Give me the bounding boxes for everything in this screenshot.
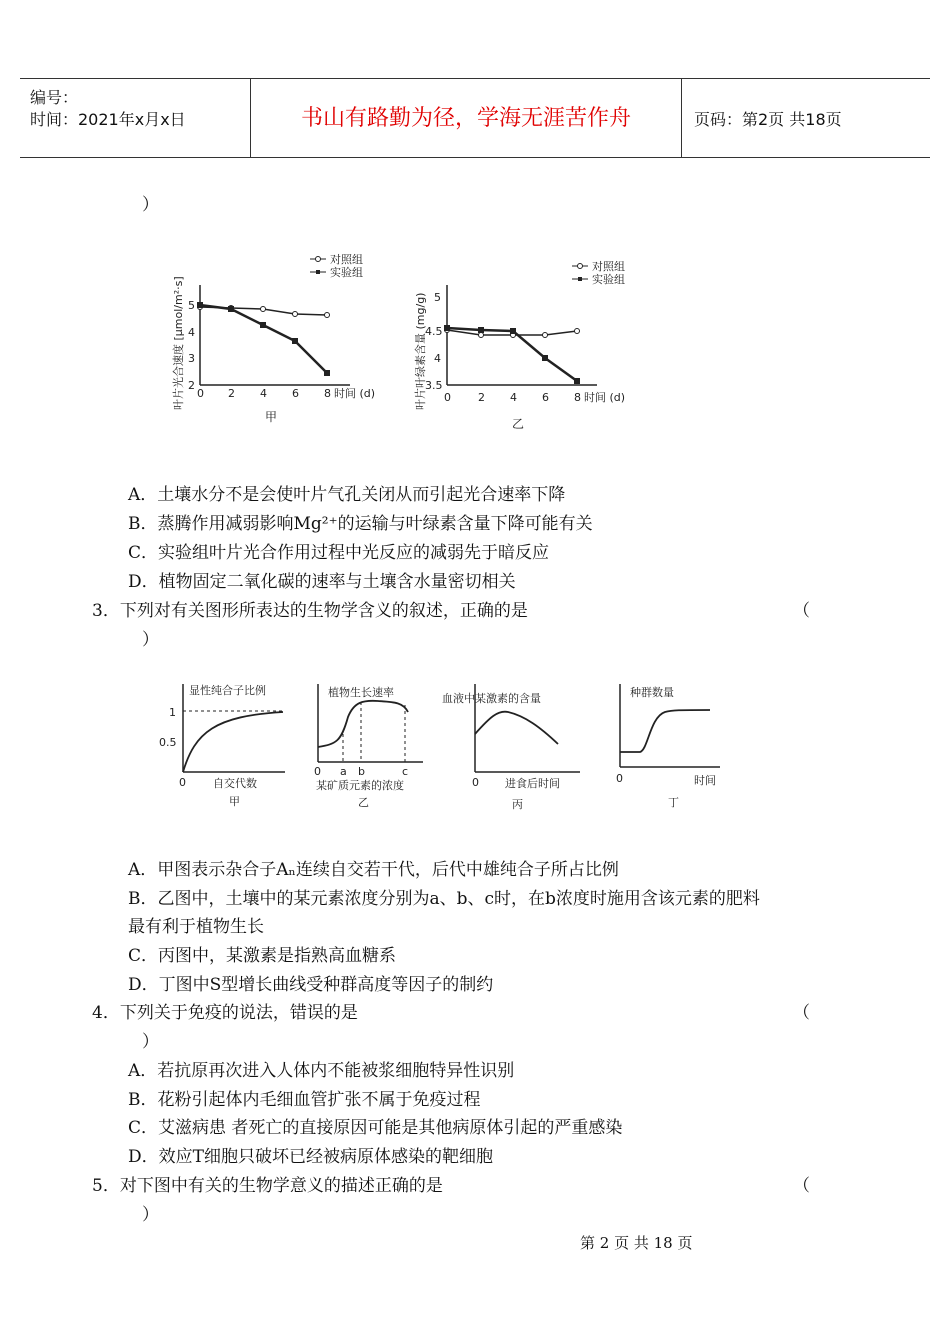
q3-figure-yi	[308, 672, 433, 812]
header-meta-cell	[20, 79, 251, 157]
q5-paren-open: （	[793, 1176, 810, 1196]
q4-paren-open: （	[793, 1003, 810, 1023]
q2-option-b: B．蒸腾作用减弱影响Mg²⁺的运输与叶绿素含量下降可能有关	[128, 514, 593, 534]
q3-yi-xlabel: 某矿质元素的浓度	[316, 779, 404, 792]
q3-paren-close: ）	[142, 630, 159, 650]
jia-legend-control: 对照组	[330, 253, 363, 266]
q3-ding-curve	[620, 710, 710, 752]
q3-jia-curve	[183, 712, 283, 772]
jia-xtick: 0	[197, 387, 204, 400]
jia-ytick: 2	[188, 379, 195, 392]
yi-ytick: 4.5	[425, 325, 443, 338]
q3-jia-y1: 1	[169, 706, 176, 719]
jia-legend-experiment: 实验组	[330, 266, 363, 279]
q4-paren-close: ）	[142, 1032, 159, 1052]
time-label: 时间：2021年x月x日	[30, 110, 186, 129]
q3-yi-curve	[318, 701, 408, 747]
yi-legend-control: 对照组	[592, 260, 625, 273]
jia-caption: 甲	[265, 410, 278, 424]
q3-option-b: B．乙图中，土壤中的某元素浓度分别为a、b、c时，在b浓度时施用含该元素的肥料	[128, 889, 760, 909]
jia-ytick: 5	[188, 299, 195, 312]
yi-xtick: 4	[510, 391, 517, 404]
q3-bing-curve	[475, 712, 558, 744]
figure-yi-chlorophyll	[412, 245, 647, 440]
jia-xtick: 6	[292, 387, 299, 400]
motto: 书山有路勤为径，学海无涯苦作舟	[300, 106, 631, 131]
yi-ytick: 3.5	[425, 379, 443, 392]
q3-jia-ylabel: 显性纯合子比例	[189, 684, 266, 697]
q3-jia-caption: 甲	[229, 795, 240, 808]
q2-paren-close: ）	[142, 195, 159, 215]
q3-bing-origin: 0	[472, 776, 479, 789]
jia-ytick: 4	[188, 326, 195, 339]
yi-xtick: 0	[444, 391, 451, 404]
q4-option-d: D．效应T细胞只破坏已经被病原体感染的靶细胞	[128, 1147, 493, 1167]
q4-option-c: C．艾滋病患 者死亡的直接原因可能是其他病原体引起的严重感染	[128, 1118, 623, 1138]
q3-stem: 3．下列对有关图形所表达的生物学含义的叙述，正确的是	[92, 601, 528, 621]
q3-paren-open: （	[793, 601, 810, 621]
q5-paren-close: ）	[142, 1205, 159, 1225]
yi-legend-marks	[572, 264, 588, 282]
jia-experiment-line	[200, 305, 327, 373]
q3-ding-xlabel: 时间	[694, 774, 716, 787]
yi-caption: 乙	[512, 417, 525, 431]
yi-xtick: 2	[478, 391, 485, 404]
q3-yi-guides	[343, 702, 405, 762]
q3-bing-caption: 丙	[512, 798, 523, 811]
q3-bing-ylabel: 血液中某激素的含量	[442, 692, 541, 705]
page-footer: 第 2 页 共 18 页	[580, 1234, 693, 1252]
q3-yi-tick: c	[402, 765, 409, 778]
q3-ding-origin: 0	[616, 772, 623, 785]
q4-option-b: B．花粉引起体内毛细血管扩张不属于免疫过程	[128, 1090, 481, 1110]
q3-option-c: C．丙图中，某激素是指熟高血糖系	[128, 946, 397, 966]
figure-jia-photosynthesis	[170, 245, 400, 440]
q3-yi-ylabel: 植物生长速率	[328, 686, 394, 699]
q3-bing-xlabel: 进食后时间	[505, 777, 560, 790]
q3-jia-origin: 0	[179, 776, 186, 789]
q3-ding-caption: 丁	[668, 796, 679, 809]
q3-jia-y05: 0.5	[159, 736, 177, 749]
jia-ylabel: 叶片光合速度 [μmol/m²·s]	[172, 276, 185, 410]
header-motto-cell	[251, 79, 682, 157]
yi-xtick: 6	[542, 391, 549, 404]
q3-yi-tick: a	[340, 765, 347, 778]
jia-experiment-points	[197, 302, 330, 376]
id-label: 编号：	[30, 88, 79, 107]
jia-legend-marks	[310, 257, 326, 275]
page-number-label: 页码：第2页 共18页	[694, 110, 842, 129]
yi-xlabel: 时间 (d)	[584, 391, 626, 404]
jia-xtick: 4	[260, 387, 267, 400]
q5-stem: 5．对下图中有关的生物学意义的描述正确的是	[92, 1176, 443, 1196]
page-header	[20, 78, 930, 158]
q2-option-d: D．植物固定二氧化碳的速率与土壤含水量密切相关	[128, 572, 516, 592]
yi-ylabel: 叶片叶绿素含量 (mg/g)	[414, 292, 427, 410]
q4-option-a: A．若抗原再次进入人体内不能被浆细胞特异性识别	[128, 1061, 515, 1081]
q3-figure-bing	[440, 672, 590, 812]
q3-yi-tick: b	[358, 765, 365, 778]
q2-option-c: C．实验组叶片光合作用过程中光反应的减弱先于暗反应	[128, 543, 550, 563]
yi-ytick: 5	[434, 291, 441, 304]
q3-jia-xlabel: 自交代数	[213, 777, 257, 790]
jia-xtick: 8	[324, 387, 331, 400]
q3-yi-caption: 乙	[358, 796, 369, 809]
q3-option-b-cont: 最有利于植物生长	[128, 917, 264, 937]
q3-figure-jia	[155, 672, 295, 812]
q4-stem: 4．下列关于免疫的说法，错误的是	[92, 1003, 358, 1023]
jia-ytick: 3	[188, 352, 195, 365]
q3-yi-tick: 0	[314, 765, 321, 778]
yi-legend-experiment: 实验组	[592, 273, 625, 286]
yi-xtick: 8	[574, 391, 581, 404]
jia-xtick: 2	[228, 387, 235, 400]
q3-ding-ylabel: 种群数量	[630, 686, 674, 699]
q3-option-a: A．甲图表示杂合子Aₙ连续自交若干代，后代中雄纯合子所占比例	[128, 860, 619, 880]
yi-ytick: 4	[434, 352, 441, 365]
q3-figure-ding	[610, 672, 730, 812]
jia-xlabel: 时间 (d)	[334, 387, 376, 400]
q3-option-d: D．丁图中S型增长曲线受种群高度等因子的制约	[128, 975, 494, 995]
header-page-cell	[682, 79, 930, 157]
q2-option-a: A．土壤水分不是会使叶片气孔关闭从而引起光合速率下降	[128, 485, 566, 505]
